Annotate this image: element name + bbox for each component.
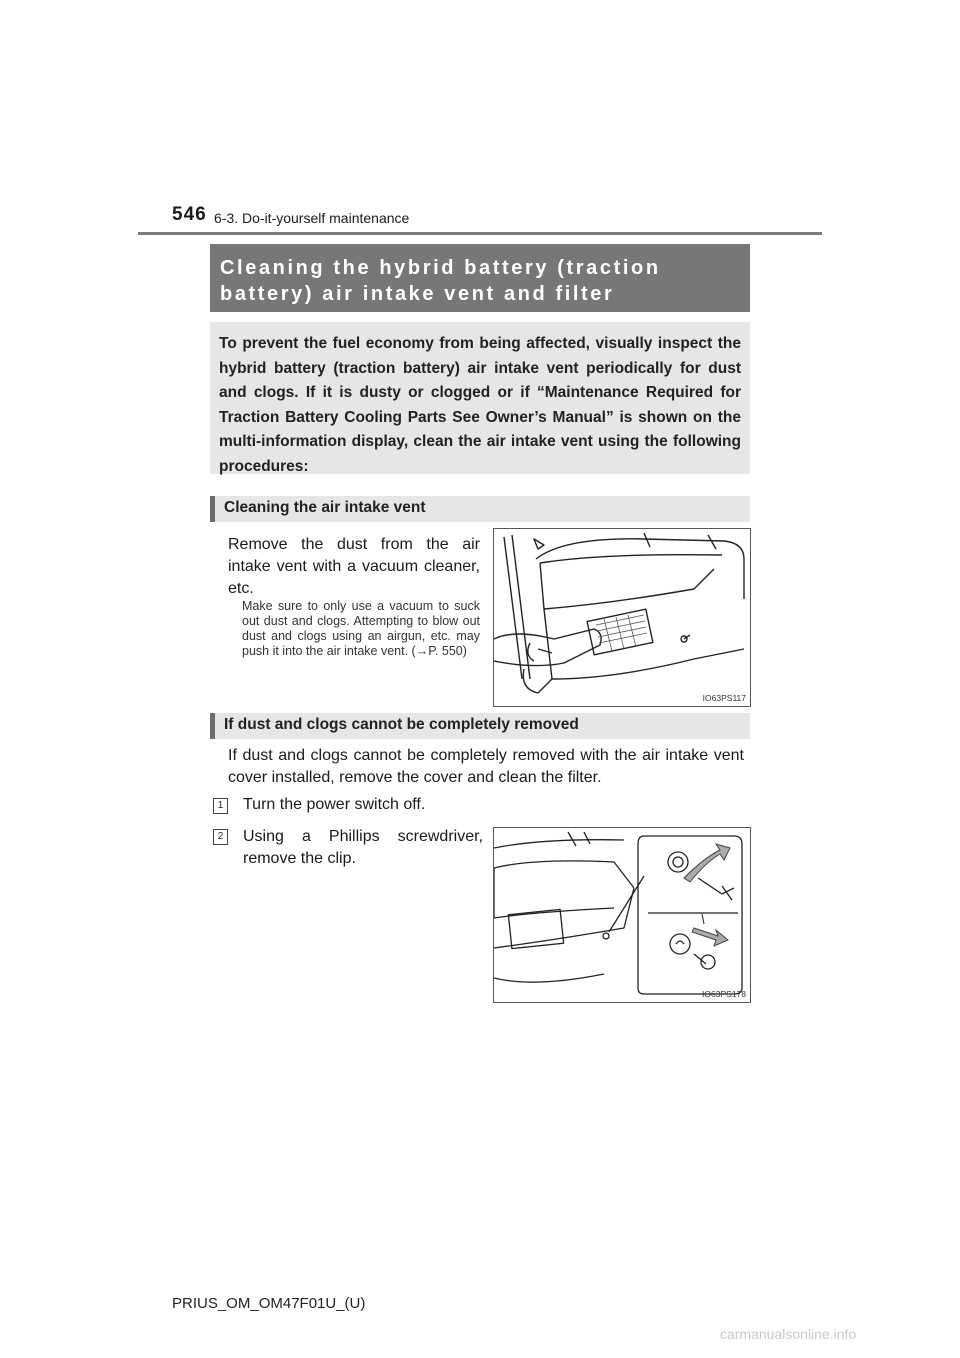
vacuum-note: Make sure to only use a vacuum to suck out dust and clogs. Attempting to blow out dust and clogs using an airgun, etc. may push it into the air intake vent. (→P. 550) (242, 599, 480, 658)
header-rule (138, 232, 822, 235)
document-footer: PRIUS_OM_OM47F01U_(U) (172, 1295, 366, 1312)
vacuum-cleaning-illustration (493, 528, 751, 707)
figure-code: IO63PS117 (702, 693, 746, 703)
figure-code: IO63PS178 (702, 989, 746, 999)
clip-removal-illustration (493, 827, 751, 1003)
step-number-2: 2 (213, 829, 228, 845)
step-1-text: Turn the power switch off. (243, 796, 426, 813)
vacuum-cleaning-drawing (494, 529, 750, 706)
vacuum-instruction: Remove the dust from the air intake vent with a vacuum cleaner, etc. (228, 536, 480, 597)
clip-removal-drawing (494, 828, 750, 1002)
section-heading-clean-vent: Cleaning the air intake vent (210, 496, 750, 522)
section-heading-dust-not-removed: If dust and clogs cannot be completely removed (210, 713, 750, 739)
intro-text: To prevent the fuel economy from being affected, visually inspect the hybrid battery (traction battery) air intake vent periodically for dust and clogs. If it is dusty or clogged or if “Maintenance Required for Traction Battery Cooling Parts See Owner’s Manual” is shown on the multi-information display, clean the air intake vent using the following procedures: (210, 322, 750, 474)
step-number-1: 1 (213, 798, 228, 814)
step-2-text: Using a Phillips screwdriver, remove the clip. (243, 828, 483, 867)
page-title: Cleaning the hybrid battery (traction battery) air intake vent and filter (210, 244, 750, 312)
watermark: carmanualsonline.info (720, 1326, 857, 1342)
section-header: 6-3. Do-it-yourself maintenance (214, 210, 410, 226)
page-number: 546 (172, 204, 207, 225)
cover-removal-instruction: If dust and clogs cannot be completely removed with the air intake vent cover installed, remove the cover and clean the filter. (228, 747, 744, 786)
